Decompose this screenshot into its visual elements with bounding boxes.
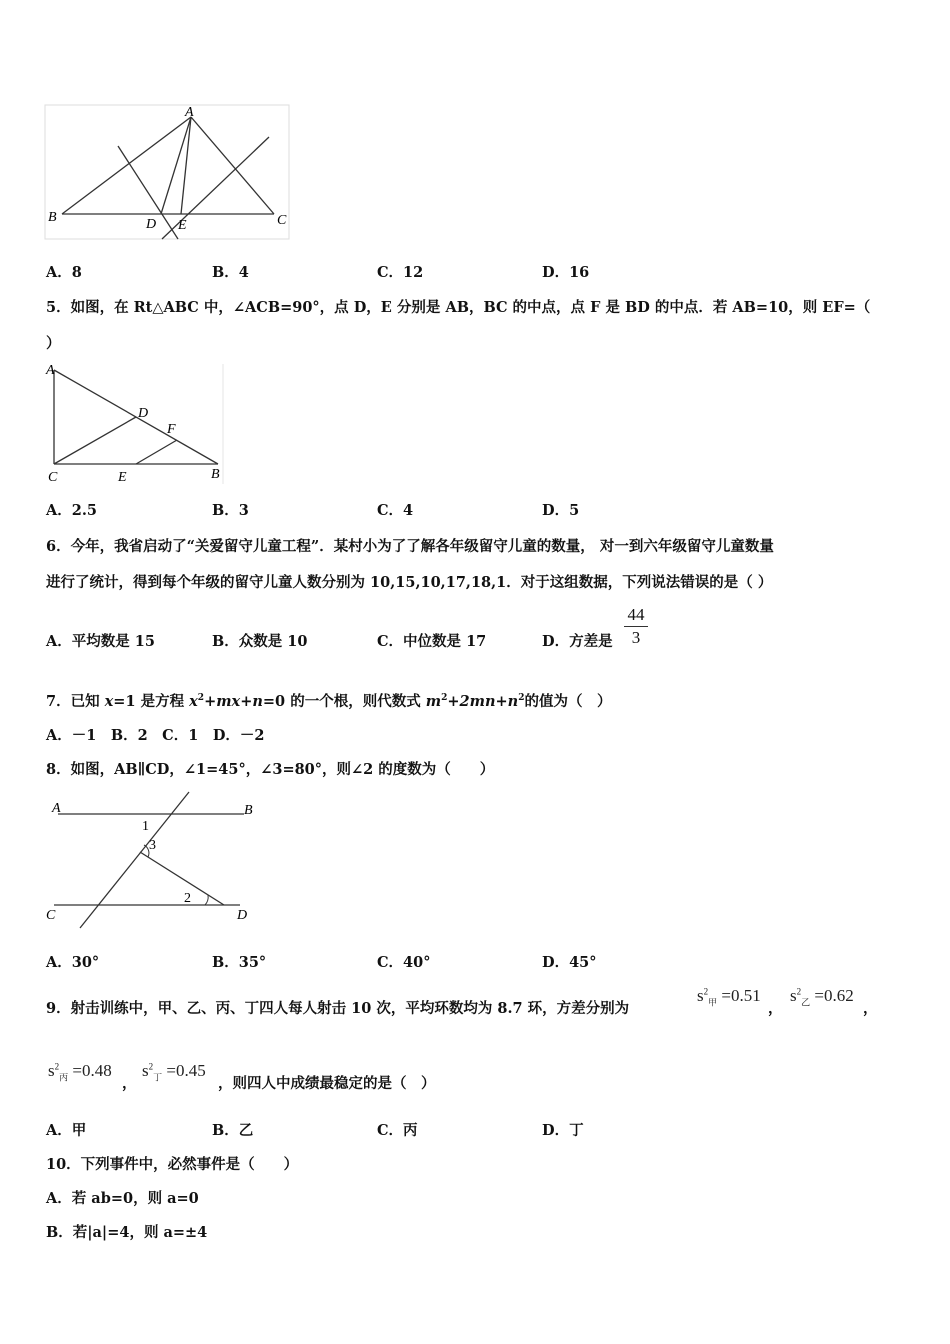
q4-label-c: C — [277, 213, 287, 228]
q9-var-value-3: =0.48 — [72, 1061, 112, 1080]
q7-stem-exp3: 2 — [518, 693, 525, 704]
q10-option-b[interactable]: B．若|a|=4，则 a=±4 — [46, 1224, 208, 1241]
q8-label-angle1: 1 — [142, 819, 149, 834]
q8-figure — [44, 788, 264, 938]
q7-stem-a: 7．已知 — [46, 693, 105, 710]
q5-option-d[interactable]: D．5 — [542, 502, 580, 519]
q9-var-value-2: =0.62 — [814, 986, 854, 1005]
q5-line-ef — [136, 440, 177, 464]
q8-option-d[interactable]: D．45° — [542, 954, 597, 971]
q9-var-symbol-3: s — [48, 1061, 55, 1080]
q9-variance-ding — [142, 1061, 206, 1083]
q10-stem: 10．下列事件中，必然事件是（ ） — [46, 1156, 299, 1173]
q7-stem-c: =1 是方程 — [113, 693, 190, 710]
q9-variance-yi — [790, 986, 854, 1008]
q8-label-a: A — [52, 801, 61, 816]
q5-figure — [44, 360, 234, 488]
q4-label-d: D — [146, 217, 157, 232]
q4-figure — [44, 104, 294, 244]
q6-variance-fraction — [624, 604, 648, 649]
q5-label-e: E — [118, 470, 127, 485]
q8-label-b: B — [244, 803, 253, 818]
q9-comma-1: ， — [768, 1000, 783, 1017]
q9-var-symbol-1: s — [697, 986, 704, 1005]
q9-comma-3: ， — [122, 1075, 137, 1092]
q5-stem-line2: ） — [46, 335, 61, 352]
q9-option-a[interactable]: A．甲 — [46, 1122, 87, 1139]
q9-var-sub-1: 甲 — [708, 997, 718, 1008]
q8-option-c[interactable]: C．40° — [377, 954, 431, 971]
q5-option-a[interactable]: A．2.5 — [46, 502, 97, 519]
q9-var-sup-4: 2 — [148, 1061, 154, 1072]
q7-stem — [46, 690, 611, 711]
q9-variance-jia — [697, 986, 761, 1008]
q7-options[interactable]: A．－1 B．2 C．1 D．－2 — [46, 727, 265, 744]
q6-option-d[interactable]: D．方差是 — [542, 633, 613, 650]
q6-stem-line1: 6．今年，我省启动了“关爱留守儿童工程”．某村小为了了解各年级留守儿童的数量， 对一到六年级留守儿童数量 — [46, 538, 774, 555]
q8-label-c: C — [46, 908, 56, 923]
q9-var-sub-3: 丙 — [59, 1072, 69, 1083]
q6-option-c[interactable]: C．中位数是 17 — [377, 633, 487, 650]
q7-stem-exp1: 2 — [197, 693, 205, 704]
q8-label-d: D — [237, 908, 248, 923]
q7-stem-exp2: 2 — [441, 693, 448, 704]
q8-angle2-arc — [205, 895, 208, 905]
q6-option-b[interactable]: B．众数是 10 — [212, 633, 308, 650]
q10-option-a[interactable]: A．若 ab=0，则 a=0 — [46, 1190, 199, 1207]
q4-figure-frame — [45, 105, 289, 239]
q9-var-sup-3: 2 — [54, 1061, 60, 1072]
q8-option-a[interactable]: A．30° — [46, 954, 100, 971]
q7-stem-x2: x — [189, 693, 198, 710]
q6-option-a[interactable]: A．平均数是 15 — [46, 633, 155, 650]
q7-stem-2mn-n: +2mn+n — [447, 693, 519, 710]
q8-transversal — [80, 792, 189, 928]
q9-stem-line1: 9．射击训练中，甲、乙、丙、丁四人每人射击 10 次，平均环数均为 8.7 环，方差分别为 — [46, 1000, 630, 1017]
q9-var-sup-1: 2 — [703, 986, 709, 997]
q4-label-e: E — [178, 218, 187, 233]
q9-option-d[interactable]: D．丁 — [542, 1122, 584, 1139]
q9-var-sub-4: 丁 — [153, 1072, 163, 1083]
q9-option-b[interactable]: B．乙 — [212, 1122, 254, 1139]
q8-option-b[interactable]: B．35° — [212, 954, 267, 971]
q8-line-to-d — [140, 852, 224, 905]
q5-line-cd — [54, 417, 136, 464]
q8-label-angle2: 2 — [184, 891, 191, 906]
q9-var-sup-2: 2 — [796, 986, 802, 997]
q4-option-a[interactable]: A．8 — [46, 264, 82, 281]
q9-option-c[interactable]: C．丙 — [377, 1122, 418, 1139]
q4-option-b[interactable]: B．4 — [212, 264, 249, 281]
q4-line-ba — [62, 117, 191, 214]
q5-stem-line1: 5．如图，在 Rt△ABC 中，∠ACB=90°，点 D，E 分别是 AB，BC 的中点，点 F 是 BD 的中点．若 AB=10，则 EF=（ — [46, 299, 871, 316]
q8-stem: 8．如图，AB∥CD，∠1=45°，∠3=80°，则∠2 的度数为（ ） — [46, 761, 495, 778]
q5-label-f: F — [167, 422, 176, 437]
q9-comma-2: ， — [863, 1000, 878, 1017]
q6-fraction-denominator: 3 — [631, 628, 641, 647]
q5-label-c: C — [48, 470, 58, 485]
q7-stem-g: =0 的一个根，则代数式 — [262, 693, 426, 710]
q4-option-c[interactable]: C．12 — [377, 264, 424, 281]
q5-label-a: A — [46, 363, 55, 378]
q9-var-value-1: =0.51 — [721, 986, 761, 1005]
q9-var-symbol-2: s — [790, 986, 797, 1005]
q7-stem-mx-n: +mx+n — [204, 693, 263, 710]
q9-var-symbol-4: s — [142, 1061, 149, 1080]
q4-option-d[interactable]: D．16 — [542, 264, 590, 281]
q5-option-c[interactable]: C．4 — [377, 502, 414, 519]
q9-variance-bing — [48, 1061, 112, 1083]
q4-label-b: B — [48, 210, 57, 225]
q5-label-b: B — [211, 467, 220, 482]
q4-label-a: A — [185, 105, 194, 120]
q9-var-value-4: =0.45 — [166, 1061, 206, 1080]
q9-var-sub-2: 乙 — [801, 997, 811, 1008]
q7-stem-l: 的值为（ ） — [524, 693, 612, 710]
q7-stem-m: m — [425, 693, 442, 710]
q9-stem-line2-tail: ，则四人中成绩最稳定的是（ ） — [218, 1075, 436, 1092]
q7-stem-x: x — [104, 693, 114, 710]
q6-fraction-numerator: 44 — [624, 604, 648, 627]
q5-option-b[interactable]: B．3 — [212, 502, 249, 519]
q6-stem-line2: 进行了统计，得到每个年级的留守儿童人数分别为 10,15,10,17,18,1．对于这组数据，下列说法错误的是（ ） — [46, 574, 773, 591]
q5-label-d: D — [138, 406, 149, 421]
q8-label-angle3: 3 — [149, 838, 156, 853]
